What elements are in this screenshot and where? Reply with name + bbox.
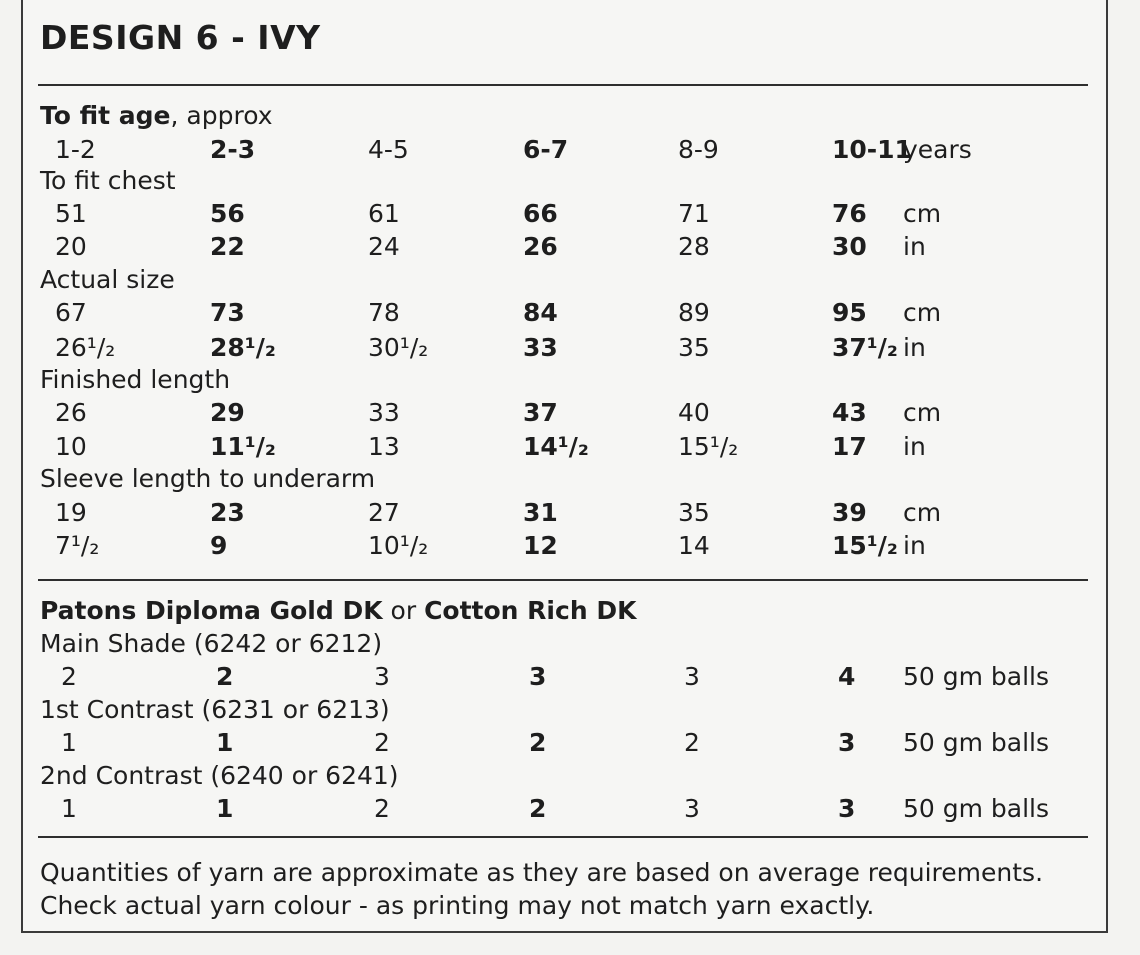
value-cell: 2: [374, 794, 390, 823]
unit-label: 50 gm balls: [903, 728, 1050, 757]
value-cell: 14¹/₂: [523, 432, 589, 461]
value-cell: 37: [523, 398, 558, 427]
value-cell: 10¹/₂: [368, 531, 429, 560]
age-row: [0, 134, 1140, 166]
value-cell: 3: [684, 794, 700, 823]
yarn-heading: [40, 595, 636, 627]
unit-label: cm: [903, 498, 942, 527]
value-cell: 1: [61, 794, 77, 823]
chest-in-row: [0, 231, 1140, 263]
value-cell: 35: [678, 333, 710, 362]
unit-label: cm: [903, 298, 942, 327]
value-cell: 56: [210, 199, 245, 228]
yarn-brand-2: Cotton Rich DK: [424, 596, 637, 625]
value-cell: 1: [61, 728, 77, 757]
value-cell: 1: [216, 728, 234, 757]
value-cell: 89: [678, 298, 710, 327]
yarn-or: or: [382, 596, 425, 625]
value-cell: 2: [529, 728, 547, 757]
value-cell: 2: [216, 662, 234, 691]
contrast2-label: 2nd Contrast (6240 or 6241): [40, 761, 399, 790]
value-cell: 28¹/₂: [210, 333, 276, 362]
divider: [38, 579, 1088, 581]
value-cell: 39: [832, 498, 867, 527]
value-cell: 40: [678, 398, 710, 427]
value-cell: 7¹/₂: [55, 531, 100, 560]
value-cell: 30¹/₂: [368, 333, 429, 362]
value-cell: 37¹/₂: [832, 333, 898, 362]
page-title: DESIGN 6 - IVY: [40, 18, 321, 57]
actual-cm-row: [0, 297, 1140, 329]
value-cell: 11¹/₂: [210, 432, 276, 461]
value-cell: 3: [838, 728, 856, 757]
value-cell: 30: [832, 232, 867, 261]
yarn-brand-1: Patons Diploma Gold DK: [40, 596, 383, 625]
sleeve-length-heading: Sleeve length to underarm: [40, 464, 376, 493]
value-cell: 71: [678, 199, 710, 228]
value-cell: 43: [832, 398, 867, 427]
length-cm-row: [0, 397, 1140, 429]
age-heading-bold: To fit age: [40, 101, 171, 130]
value-cell: 4: [838, 662, 856, 691]
unit-label: 50 gm balls: [903, 662, 1050, 691]
actual-size-heading: Actual size: [40, 265, 175, 294]
value-cell: 2: [684, 728, 700, 757]
value-cell: 9: [210, 531, 228, 560]
value-cell: 29: [210, 398, 245, 427]
value-cell: 20: [55, 232, 87, 261]
divider: [38, 84, 1088, 86]
value-cell: 1-2: [55, 135, 96, 164]
value-cell: 2: [374, 728, 390, 757]
unit-label: 50 gm balls: [903, 794, 1050, 823]
contrast1-label: 1st Contrast (6231 or 6213): [40, 695, 390, 724]
value-cell: 84: [523, 298, 558, 327]
note-colour: Check actual yarn colour - as printing may not match yarn exactly.: [40, 891, 875, 920]
value-cell: 14: [678, 531, 710, 560]
value-cell: 76: [832, 199, 867, 228]
unit-label: years: [903, 135, 972, 164]
chest-heading: To fit chest: [40, 166, 176, 195]
contrast2-row: [0, 793, 1140, 825]
value-cell: 51: [55, 199, 87, 228]
value-cell: 33: [368, 398, 400, 427]
value-cell: 67: [55, 298, 87, 327]
value-cell: 2: [529, 794, 547, 823]
unit-label: in: [903, 232, 926, 261]
value-cell: 31: [523, 498, 558, 527]
unit-label: in: [903, 333, 926, 362]
value-cell: 95: [832, 298, 867, 327]
value-cell: 10: [55, 432, 87, 461]
chest-cm-row: [0, 198, 1140, 230]
value-cell: 78: [368, 298, 400, 327]
value-cell: 3: [684, 662, 700, 691]
age-heading: [40, 100, 273, 132]
value-cell: 2-3: [210, 135, 256, 164]
value-cell: 13: [368, 432, 400, 461]
length-in-row: [0, 431, 1140, 463]
value-cell: 3: [374, 662, 390, 691]
value-cell: 10-11: [832, 135, 912, 164]
value-cell: 1: [216, 794, 234, 823]
unit-label: cm: [903, 199, 942, 228]
value-cell: 15¹/₂: [832, 531, 898, 560]
finished-length-heading: Finished length: [40, 365, 231, 394]
value-cell: 28: [678, 232, 710, 261]
unit-label: in: [903, 531, 926, 560]
main-shade-label: Main Shade (6242 or 6212): [40, 629, 383, 658]
value-cell: 24: [368, 232, 400, 261]
value-cell: 12: [523, 531, 558, 560]
value-cell: 22: [210, 232, 245, 261]
value-cell: 4-5: [368, 135, 409, 164]
value-cell: 15¹/₂: [678, 432, 739, 461]
value-cell: 35: [678, 498, 710, 527]
value-cell: 26: [523, 232, 558, 261]
value-cell: 17: [832, 432, 867, 461]
value-cell: 73: [210, 298, 245, 327]
value-cell: 19: [55, 498, 87, 527]
value-cell: 2: [61, 662, 77, 691]
value-cell: 3: [529, 662, 547, 691]
sleeve-in-row: [0, 530, 1140, 562]
value-cell: 3: [838, 794, 856, 823]
value-cell: 66: [523, 199, 558, 228]
value-cell: 8-9: [678, 135, 719, 164]
main-shade-row: [0, 661, 1140, 693]
value-cell: 6-7: [523, 135, 569, 164]
unit-label: in: [903, 432, 926, 461]
value-cell: 26¹/₂: [55, 333, 116, 362]
divider: [38, 836, 1088, 838]
value-cell: 33: [523, 333, 558, 362]
unit-label: cm: [903, 398, 942, 427]
value-cell: 23: [210, 498, 245, 527]
value-cell: 27: [368, 498, 400, 527]
contrast1-row: [0, 727, 1140, 759]
value-cell: 61: [368, 199, 400, 228]
sleeve-cm-row: [0, 497, 1140, 529]
age-heading-rest: , approx: [170, 101, 273, 130]
note-quantities: Quantities of yarn are approximate as they are based on average requirements.: [40, 858, 1044, 887]
actual-in-row: [0, 332, 1140, 364]
value-cell: 26: [55, 398, 87, 427]
